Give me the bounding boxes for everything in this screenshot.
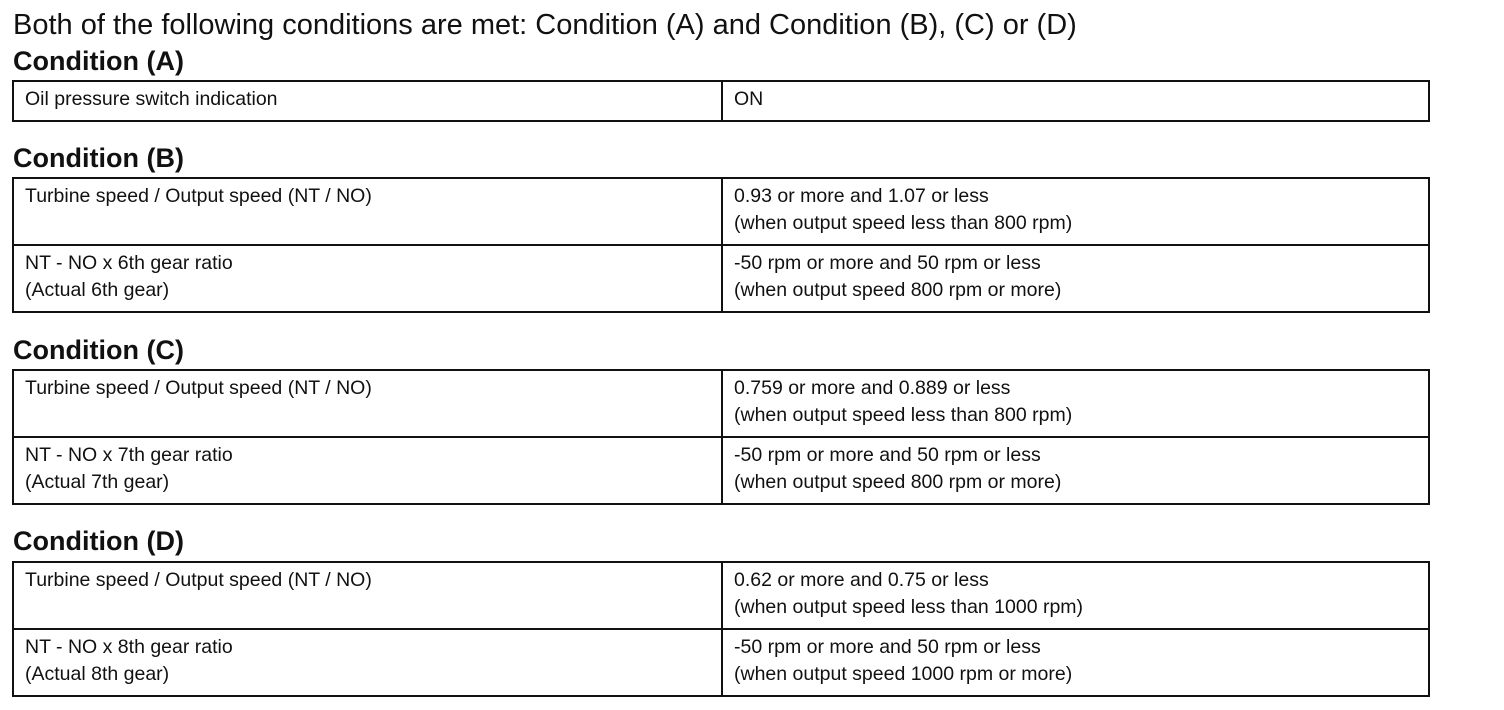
cell-text: Turbine speed / Output speed (NT / NO): [25, 185, 372, 207]
table-row: [13, 178, 1429, 245]
condition-d-heading: Condition (D): [13, 526, 184, 556]
condition-d-table: [12, 561, 1430, 697]
cell-text: (Actual 8th gear): [25, 663, 170, 685]
condition-a-heading: Condition (A): [13, 46, 184, 76]
item-cell: [13, 81, 722, 121]
cell-text: ON: [734, 88, 764, 110]
item-cell: [13, 437, 722, 504]
cell-text: NT - NO x 8th gear ratio: [25, 636, 233, 658]
cell-text: 0.62 or more and 0.75 or less: [734, 569, 989, 591]
table-row: [13, 629, 1429, 696]
value-cell: [722, 81, 1429, 121]
cell-text: (when output speed less than 800 rpm): [734, 404, 1073, 426]
cell-text: -50 rpm or more and 50 rpm or less: [734, 252, 1041, 274]
item-cell: [13, 178, 722, 245]
cell-text: NT - NO x 7th gear ratio: [25, 444, 233, 466]
cell-text: (when output speed less than 1000 rpm): [734, 596, 1084, 618]
cell-text: (Actual 6th gear): [25, 279, 170, 301]
cell-text: Oil pressure switch indication: [25, 88, 278, 110]
table-row: [13, 81, 1429, 121]
value-cell: [722, 370, 1429, 437]
table-row: [13, 562, 1429, 629]
cell-text: (when output speed 1000 rpm or more): [734, 663, 1073, 685]
cell-text: Turbine speed / Output speed (NT / NO): [25, 569, 372, 591]
item-cell: [13, 629, 722, 696]
intro-statement: Both of the following conditions are met: Condition (A) and Condition (B), (C) or (D): [13, 9, 1077, 41]
cell-text: (Actual 7th gear): [25, 471, 170, 493]
value-cell: [722, 437, 1429, 504]
table-row: [13, 437, 1429, 504]
table-row: [13, 245, 1429, 312]
value-cell: [722, 178, 1429, 245]
condition-c-heading: Condition (C): [13, 335, 184, 365]
table-row: [13, 370, 1429, 437]
value-cell: [722, 562, 1429, 629]
value-cell: [722, 245, 1429, 312]
item-cell: [13, 562, 722, 629]
condition-b-table: [12, 177, 1430, 313]
cell-text: Turbine speed / Output speed (NT / NO): [25, 377, 372, 399]
cell-text: NT - NO x 6th gear ratio: [25, 252, 233, 274]
cell-text: 0.759 or more and 0.889 or less: [734, 377, 1011, 399]
cell-text: (when output speed 800 rpm or more): [734, 471, 1062, 493]
cell-text: 0.93 or more and 1.07 or less: [734, 185, 989, 207]
condition-c-table: [12, 369, 1430, 505]
cell-text: (when output speed 800 rpm or more): [734, 279, 1062, 301]
value-cell: [722, 629, 1429, 696]
condition-b-heading: Condition (B): [13, 143, 184, 173]
cell-text: (when output speed less than 800 rpm): [734, 212, 1073, 234]
item-cell: [13, 370, 722, 437]
cell-text: -50 rpm or more and 50 rpm or less: [734, 636, 1041, 658]
condition-a-table: [12, 80, 1430, 122]
cell-text: -50 rpm or more and 50 rpm or less: [734, 444, 1041, 466]
item-cell: [13, 245, 722, 312]
